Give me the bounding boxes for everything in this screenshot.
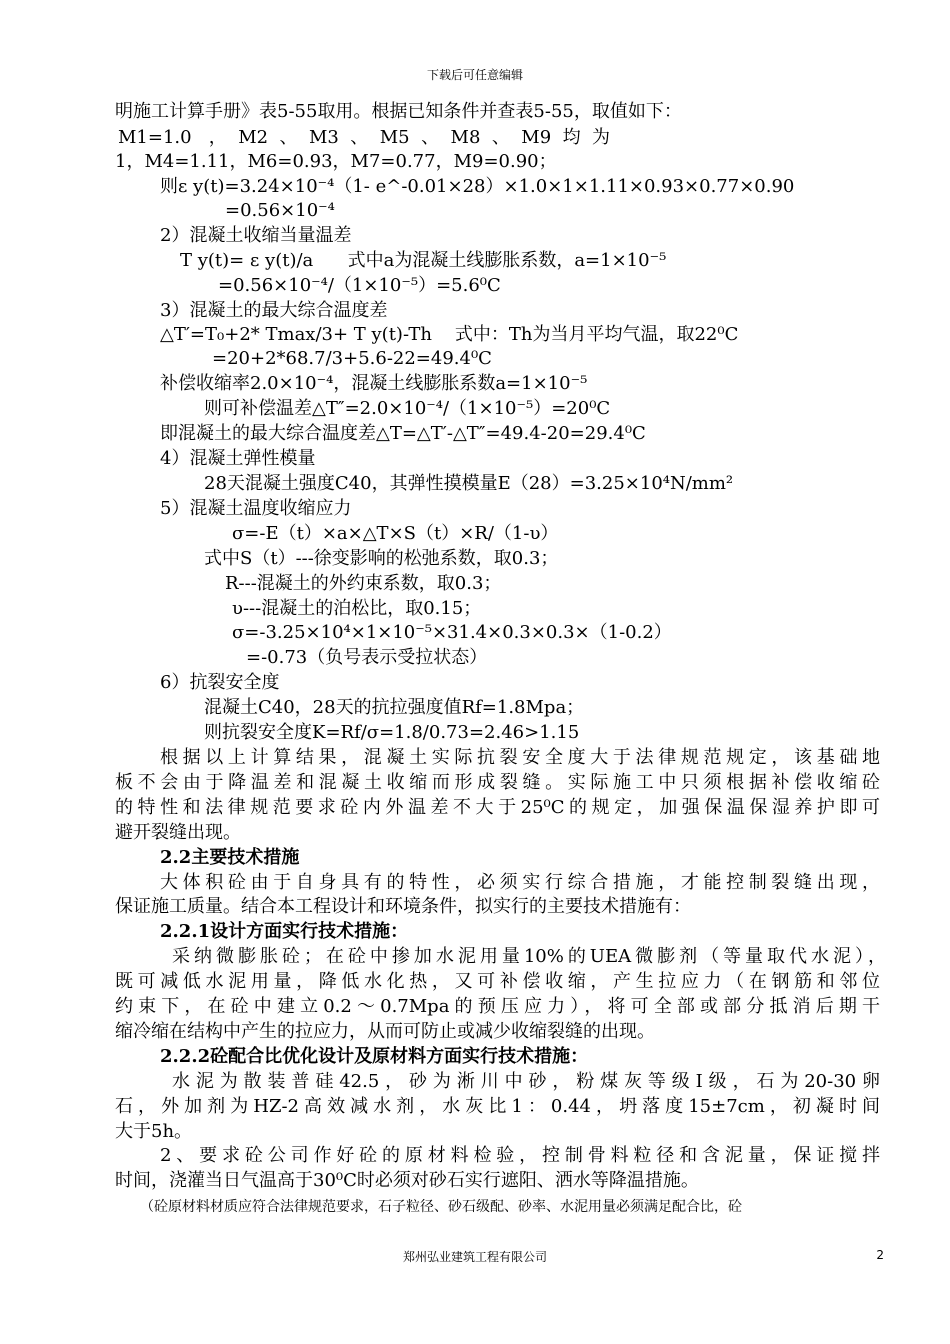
text-line: 大体积砼由于自身具有的特性，必须实行综合措施，才能控制裂缝出现， — [160, 872, 880, 893]
text-line: =20+2*68.7/3+5.6-22=49.4⁰C — [212, 348, 492, 369]
text-line: 4）混凝土弹性模量 — [160, 448, 316, 469]
section-heading: 2.2.1设计方面实行技术措施： — [160, 921, 409, 942]
text-line: T y(t)= ε y(t)/a 式中a为混凝土线膨胀系数，a=1×10⁻⁵ — [180, 250, 667, 271]
text-line: （砼原材料材质应符合法律规范要求，石子粒径、砂石级配、砂率、水泥用量必须满足配合比，砼 — [140, 1199, 742, 1215]
text-line: 缩冷缩在结构中产生的拉应力，从而可防止或减少收缩裂缝的出现。 — [115, 1021, 655, 1042]
text-line: 5）混凝土温度收缩应力 — [160, 498, 352, 519]
text-line: 补偿收缩率2.0×10⁻⁴，混凝土线膨胀系数a=1×10⁻⁵ — [160, 373, 588, 394]
text-line: 板不会由于降温差和混凝土收缩而形成裂缝。实际施工中只须根据补偿收缩砼 — [115, 772, 880, 793]
text-line: 石，外加剂为HZ-2高效减水剂，水灰比1：0.44，坍落度15±7cm，初凝时间 — [115, 1096, 880, 1117]
text-line: 2、要求砼公司作好砼的原材料检验，控制骨料粒径和含泥量，保证搅拌 — [160, 1145, 880, 1166]
text-line: 则可补偿温差△T″=2.0×10⁻⁴/（1×10⁻⁵）=20⁰C — [204, 398, 611, 419]
text-line: σ=-3.25×10⁴×1×10⁻⁵×31.4×0.3×0.3×（1-0.2） — [232, 622, 672, 643]
text-line: 大于5h。 — [115, 1121, 193, 1142]
text-line: 混凝土C40，28天的抗拉强度值Rf=1.8Mpa； — [204, 697, 585, 718]
text-line: 既可减低水泥用量，降低水化热，又可补偿收缩，产生拉应力（在钢筋和邻位 — [115, 971, 880, 992]
text-line: 采纳微膨胀砼；在砼中掺加水泥用量10%的UEA微膨剂（等量取代水泥）， — [172, 946, 886, 967]
text-line: 时间，浇灌当日气温高于30⁰C时必须对砂石实行遮阳、洒水等降温措施。 — [115, 1170, 699, 1191]
text-line: R---混凝土的外约束系数，取0.3； — [225, 573, 502, 594]
text-line: 则ε y(t)=3.24×10⁻⁴（1- e^-0.01×28）×1.0×1×1.11×0.93×0.77×0.90 — [160, 176, 795, 197]
text-line: υ---混凝土的泊松比，取0.15； — [232, 598, 482, 619]
text-line: M1=1.0 ， M2 、 M3 、 M5 、 M8 、 M9 均 为 — [118, 127, 611, 148]
text-line: =0.56×10⁻⁴ — [225, 200, 335, 221]
page-footer: 郑州弘业建筑工程有限公司 — [402, 1250, 547, 1264]
text-line: 3）混凝土的最大综合温度差 — [160, 300, 388, 321]
page-header: 下载后可任意编辑 — [426, 68, 523, 82]
text-line: 明施工计算手册》表5-55取用。根据已知条件并查表5-55，取值如下： — [115, 101, 682, 122]
text-line: 保证施工质量。结合本工程设计和环境条件，拟实行的主要技术措施有： — [115, 896, 691, 917]
text-line: 即混凝土的最大综合温度差△T=△T′-△T″=49.4-20=29.4⁰C — [160, 423, 646, 444]
text-line: =-0.73（负号表示受拉状态） — [246, 647, 488, 668]
section-heading: 2.2.2砼配合比优化设计及原材料方面实行技术措施： — [160, 1046, 589, 1067]
text-line: 水泥为散装普硅42.5，砂为淅川中砂，粉煤灰等级Ⅰ级，石为20-30卵 — [172, 1071, 880, 1092]
section-heading: 2.2主要技术措施 — [160, 847, 300, 868]
text-line: 6）抗裂安全度 — [160, 672, 280, 693]
text-line: 避开裂缝出现。 — [115, 822, 241, 843]
text-line: 的特性和法律规范要求砼内外温差不大于25⁰C的规定，加强保温保湿养护即可 — [115, 797, 880, 818]
text-line: 式中S（t）---徐变影响的松弛系数，取0.3； — [204, 548, 559, 569]
text-line: 则抗裂安全度K=Rf/σ=1.8/0.73=2.46>1.15 — [204, 722, 580, 743]
text-line: 约束下，在砼中建立0.2～0.7Mpa的预压应力），将可全部或部分抵消后期干 — [115, 996, 880, 1017]
text-line: △T′=T₀+2* Tmax/3+ T y(t)-Th 式中：Th为当月平均气温，取22⁰C — [160, 324, 739, 345]
text-line: 根据以上计算结果，混凝土实际抗裂安全度大于法律规范规定，该基础地 — [160, 747, 880, 768]
text-line: σ=-E（t）×a×△T×S（t）×R/（1-υ） — [232, 523, 559, 544]
page-number: 2 — [876, 1248, 884, 1262]
text-line: 1，M4=1.11，M6=0.93，M7=0.77，M9=0.90； — [115, 151, 557, 172]
text-line: =0.56×10⁻⁴/（1×10⁻⁵）=5.6⁰C — [218, 275, 501, 296]
text-line: 2）混凝土收缩当量温差 — [160, 225, 352, 246]
text-line: 28天混凝土强度C40，其弹性摸模量E（28）=3.25×10⁴N/mm² — [204, 473, 734, 494]
